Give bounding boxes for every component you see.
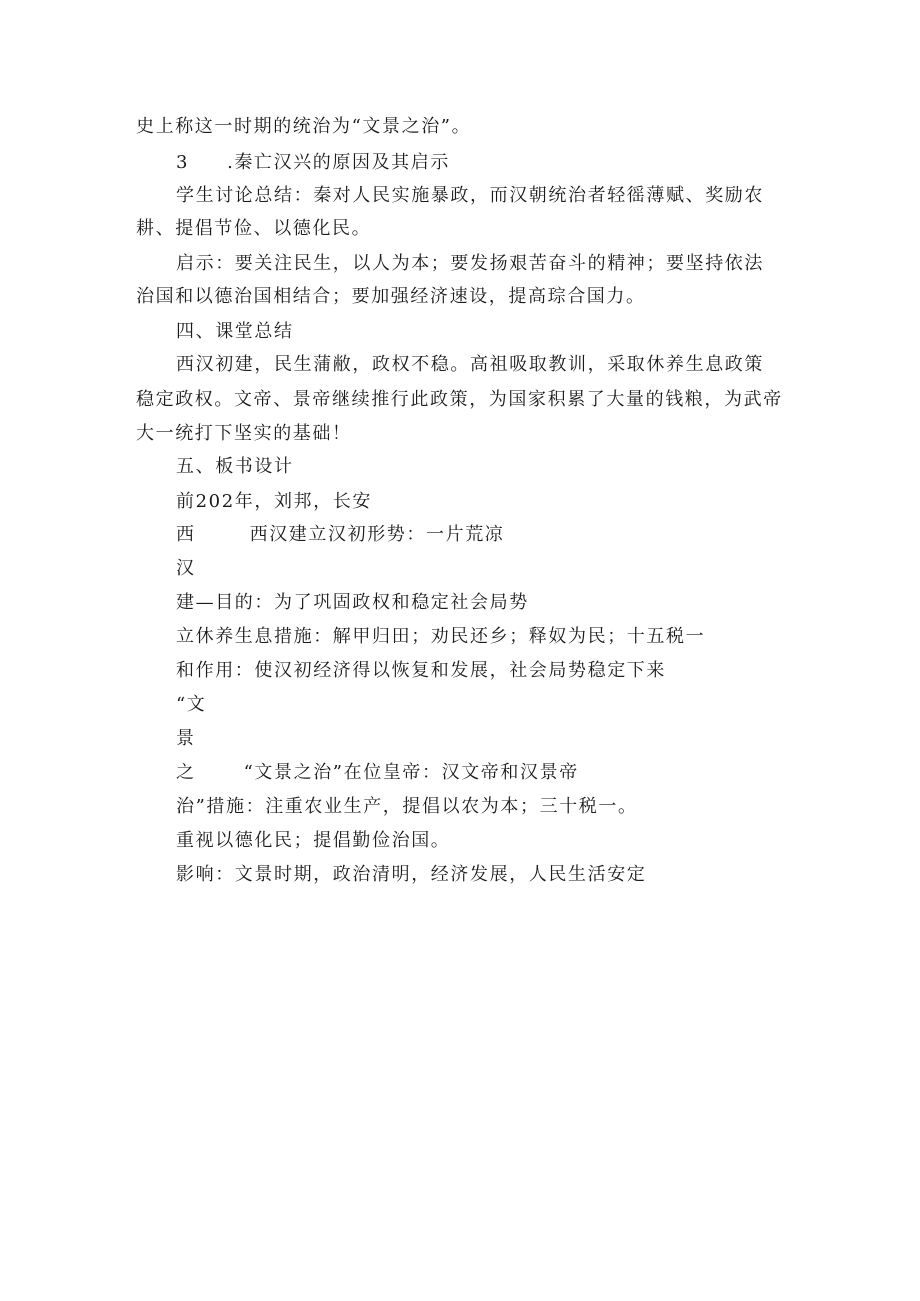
text-line-9: 稳定政权。文帝、景帝继续推行此政策，为国家积累了大量的钱粮，为武帝 — [136, 389, 783, 410]
text-line-23: 影响：文景时期，政治清明，经济发展，人民生活安定 — [176, 864, 647, 885]
text-line-1: 史上称这一时期的统治为“文景之治”。 — [136, 116, 472, 137]
text-line-16: 立休养生息措施：解甲归田；劝民还乡；释奴为民；十五税一 — [176, 626, 706, 647]
section-heading-3 — [176, 150, 450, 176]
text-line-13 — [176, 522, 504, 548]
text-line-6: 治国和以德治国相结合；要加强经济速设，提高琮合国力。 — [136, 286, 646, 307]
section-heading-4: 四、课堂总结 — [176, 321, 294, 342]
text-line-22: 重视以德化民；提倡勤俭治国。 — [176, 830, 451, 851]
board-entry-establish: 西汉建立汉初形势：一片荒凉 — [249, 524, 505, 545]
section-number: 3 — [176, 152, 190, 173]
text-line-20 — [176, 760, 579, 786]
text-line-17: 和作用：使汉初经济得以恢复和发展，社会局势稳定下来 — [176, 660, 666, 681]
text-line-14: 汉 — [176, 558, 196, 579]
margin-char-xi: 西 — [176, 524, 196, 545]
text-line-21: 治”措施：注重农业生产，提倡以农为本；三十税一。 — [176, 796, 638, 817]
margin-char-zhi: 之 — [176, 762, 196, 783]
text-line-15: 建—目的：为了巩固政权和稳定社会局势 — [176, 592, 529, 613]
section-title: .秦亡汉兴的原因及其启示 — [227, 152, 450, 173]
text-line-5: 启示：要关注民生，以人为本；要发扬艰苦奋斗的精神；要坚持依法 — [176, 253, 764, 274]
section-heading-5: 五、板书设计 — [176, 456, 294, 477]
text-line-19: 景 — [176, 728, 196, 749]
text-line-12: 前202年，刘邦，长安 — [176, 491, 372, 512]
text-line-8: 西汉初建，民生蒲敝，政权不稳。高祖吸取教训，采取休养生息政策 — [176, 354, 764, 375]
text-line-18: “文 — [176, 694, 207, 715]
text-line-3: 学生讨论总结：秦对人民实施暴政，而汉朝统治者轻徭薄赋、奖励农 — [176, 185, 764, 206]
board-entry-emperors: “文景之治”在位皇帝：汉文帝和汉景帝 — [243, 762, 579, 783]
text-line-4: 耕、提倡节俭、以德化民。 — [136, 218, 372, 239]
text-line-10: 大一统打下坚实的基础！ — [136, 423, 352, 444]
